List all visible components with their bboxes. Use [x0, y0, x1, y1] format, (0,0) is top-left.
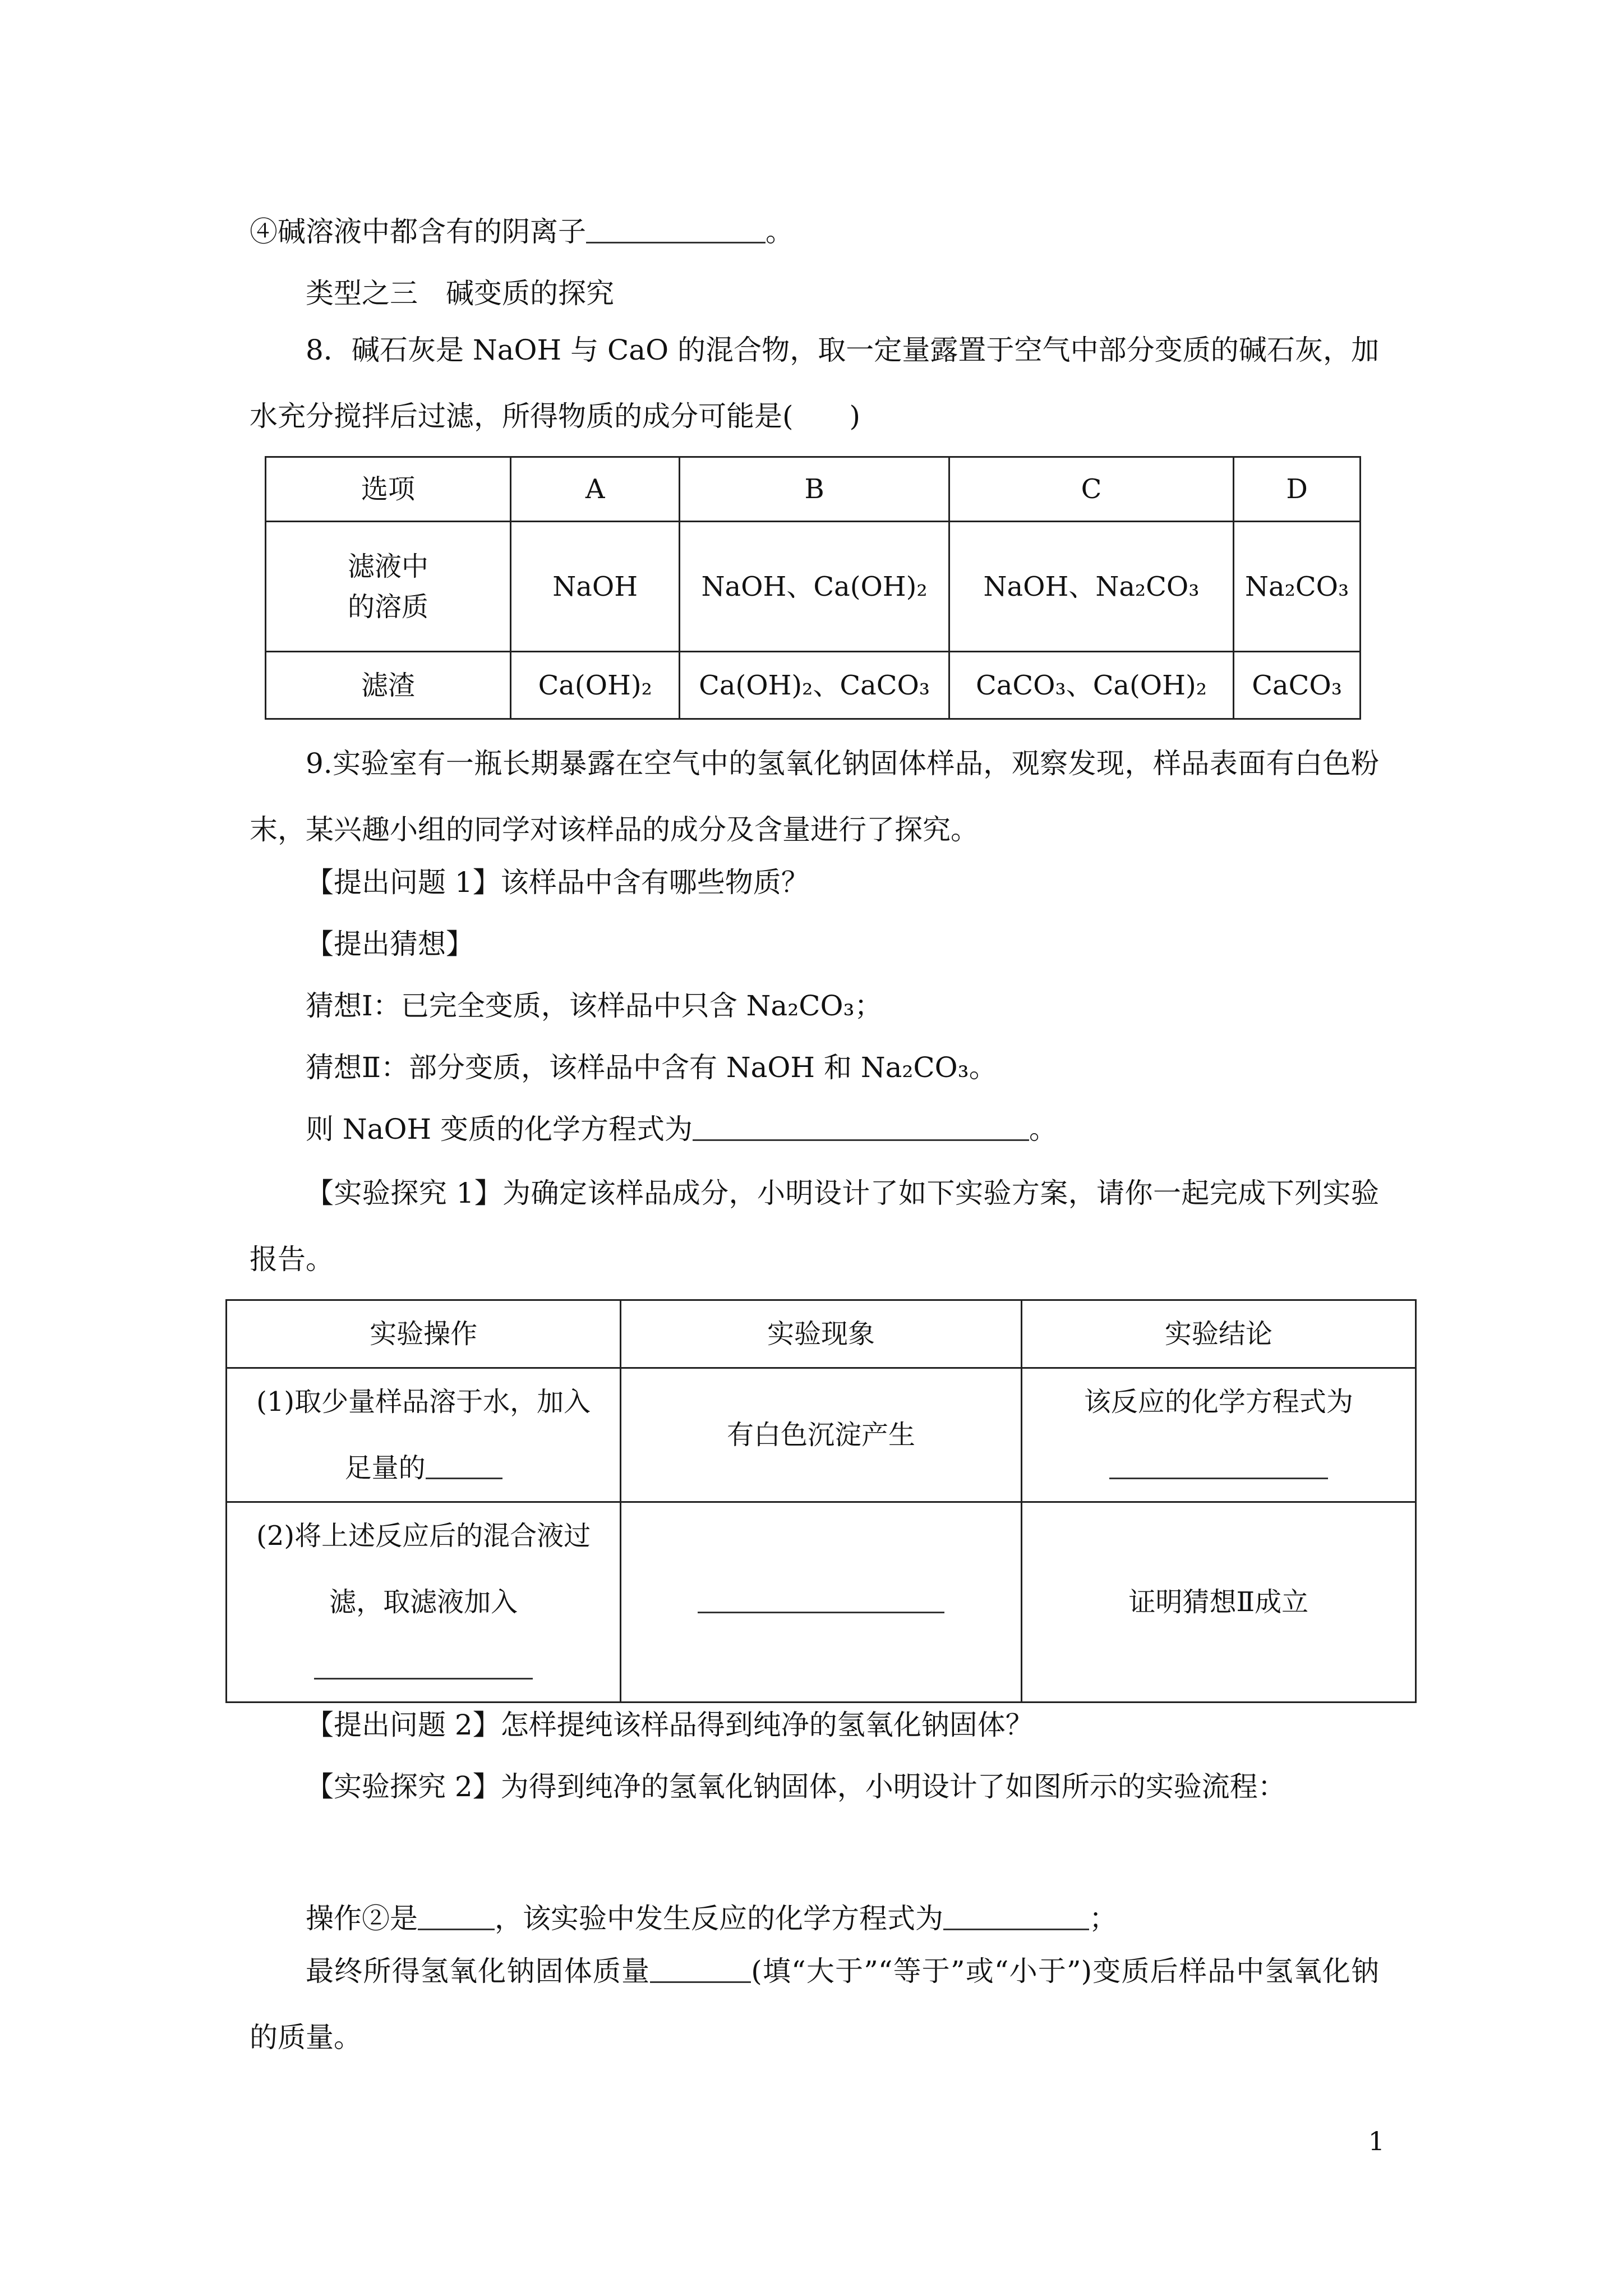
hypothesis-2: 猜想Ⅱ：部分变质，该样品中含有 NaOH 和 Na₂CO₃。	[306, 1051, 997, 1084]
table-header-cell: D	[1234, 457, 1361, 522]
conclusion-cell-1: 该反应的化学方程式为	[1021, 1368, 1415, 1502]
answer-blank[interactable]	[943, 1905, 1089, 1930]
table-cell: Ca(OH)₂、CaCO₃	[680, 652, 949, 719]
explore-1: 【实验探究 1】为确定该样品成分，小明设计了如下实验方案，请你一起完成下列实验报告。	[250, 1177, 1379, 1276]
row-label: 滤液中 的溶质	[266, 522, 511, 652]
table-cell: CaCO₃、Ca(OH)₂	[949, 652, 1233, 719]
table-header-cell: 实验操作	[227, 1300, 621, 1368]
table-cell: CaCO₃	[1234, 652, 1361, 719]
phenomenon-cell-1: 有白色沉淀产生	[621, 1368, 1022, 1502]
table-header-cell: 实验结论	[1021, 1300, 1415, 1368]
answer-blank[interactable]	[314, 1654, 533, 1680]
question-8-text: 8．碱石灰是 NaOH 与 CaO 的混合物，取一定量露置于空气中部分变质的碱石灰，加水充分搅拌后过滤，所得物质的成分可能是( )	[250, 334, 1379, 432]
hypothesis-1: 猜想Ⅰ：已完全变质，该样品中只含 Na₂CO₃；	[306, 990, 883, 1022]
page-number: 1	[1368, 2126, 1385, 2156]
operation-cell-2: (2)将上述反应后的混合液过 滤，取滤液加入	[227, 1502, 621, 1703]
hypothesis-title: 【提出猜想】	[306, 928, 474, 960]
answer-blank[interactable]	[650, 1958, 751, 1983]
answer-blank[interactable]	[1109, 1454, 1328, 1479]
phenomenon-cell-2	[621, 1502, 1022, 1703]
row-label: 滤渣	[266, 652, 511, 719]
question-8-table	[265, 456, 1361, 720]
final-mass-question: 最终所得氢氧化钠固体质量 (填“大于”“等于”或“小于”)变质后样品中氢氧化钠的质量。	[250, 1955, 1379, 2054]
experiment-report-table	[225, 1299, 1417, 1703]
table-cell: Ca(OH)₂	[510, 652, 679, 719]
answer-blank[interactable]	[698, 1588, 944, 1613]
answer-blank[interactable]	[693, 1116, 1029, 1141]
table-header-cell: 实验现象	[621, 1300, 1022, 1368]
answer-blank[interactable]	[426, 1454, 502, 1479]
table-cell: NaOH	[510, 522, 679, 652]
conclusion-cell-2: 证明猜想Ⅱ成立	[1021, 1502, 1415, 1703]
problem-2: 【提出问题 2】怎样提纯该样品得到纯净的氢氧化钠固体？	[306, 1709, 1034, 1741]
problem-1: 【提出问题 1】该样品中含有哪些物质？	[306, 866, 809, 899]
explore-2: 【实验探究 2】为得到纯净的氢氧化钠固体，小明设计了如图所示的实验流程：	[306, 1770, 1286, 1803]
question-9-intro: 9.实验室有一瓶长期暴露在空气中的氢氧化钠固体样品，观察发现，样品表面有白色粉末，某兴趣小组的同学对该样品的成分及含量进行了探究。	[250, 747, 1379, 846]
table-header-cell: 选项	[266, 457, 511, 522]
q7-item4: ④碱溶液中都含有的阴离子 。	[250, 215, 794, 248]
table-header-cell: C	[949, 457, 1233, 522]
table-cell: Na₂CO₃	[1234, 522, 1361, 652]
table-header-cell: A	[510, 457, 679, 522]
answer-blank[interactable]	[418, 1905, 495, 1930]
operation-cell-1: (1)取少量样品溶于水，加入 足量的	[227, 1368, 621, 1502]
answer-blank[interactable]	[586, 218, 766, 243]
section-title: 类型之三 碱变质的探究	[306, 277, 614, 310]
table-cell: NaOH、Ca(OH)₂	[680, 522, 949, 652]
table-header-cell: B	[680, 457, 949, 522]
table-cell: NaOH、Na₂CO₃	[949, 522, 1233, 652]
operation-2-line: 操作②是 ，该实验中发生反应的化学方程式为 ；	[306, 1902, 1117, 1935]
equation-prompt: 则 NaOH 变质的化学方程式为 。	[306, 1113, 1057, 1145]
